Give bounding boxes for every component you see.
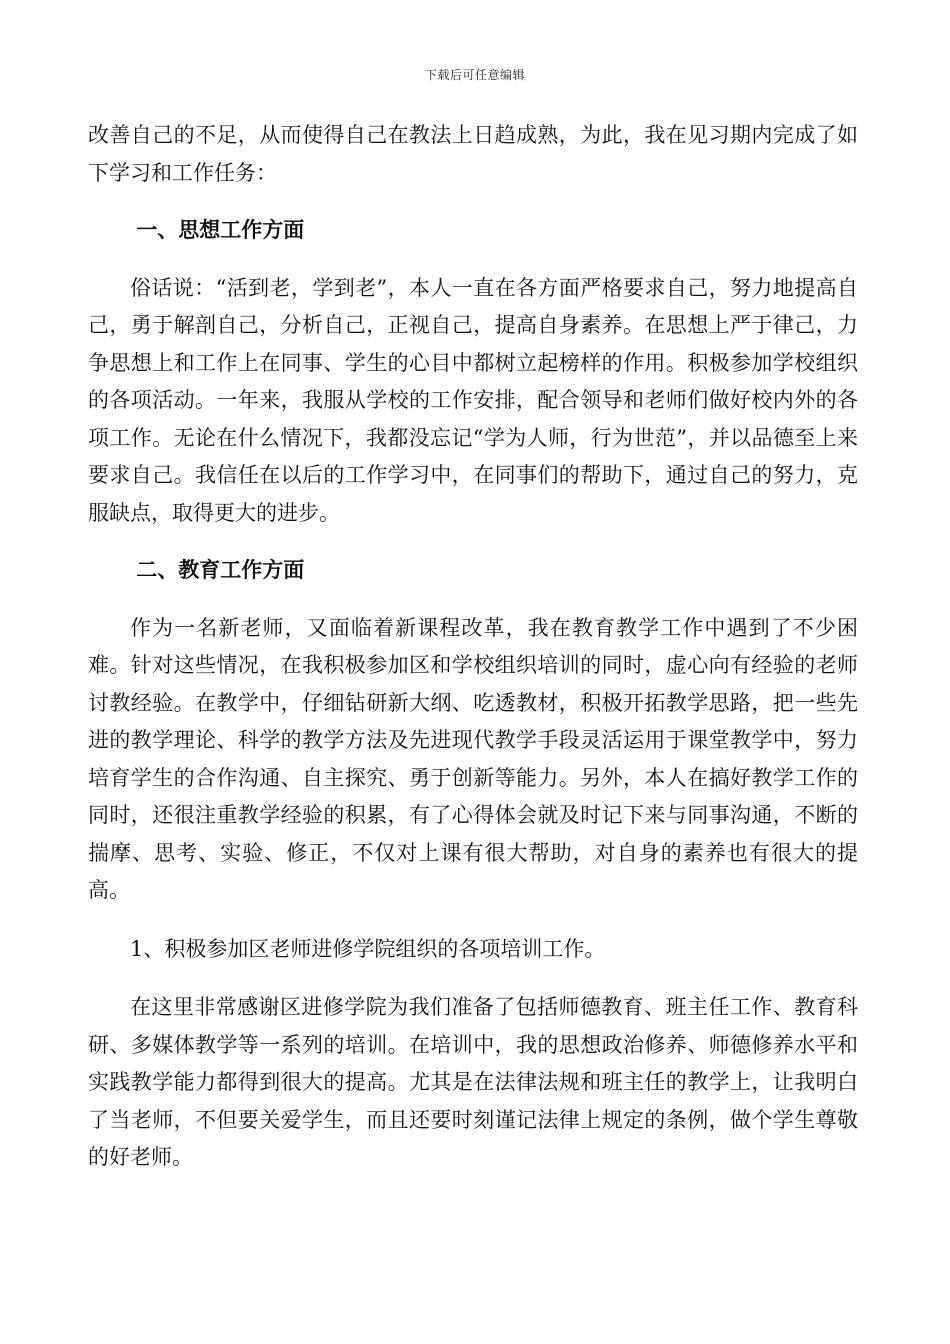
subsection-paragraph-training: 在这里非常感谢区进修学院为我们准备了包括师德教育、班主任工作、教育科研、多媒体教学等一系列的培训。在培训中，我的思想政治修养、师德修养水平和实践教学能力都得到很大的提高。尤其是在法律法规和班主任的教学上，让我明白了当老师，不但要关爱学生，而且还要时刻谨记法律上规定的条例，做个学生尊敬的好老师。: [88, 995, 858, 1169]
section-paragraph-thought: 俗话说：“活到老，学到老”，本人一直在各方面严格要求自己，努力地提高自己，勇于解剖自己，分析自己，正视自己，提高自身素养。在思想上严于律己，力争思想上和工作上在同事、学生的心目中都树立起榜样的作用。积极参加学校组织的各项活动。一年来，我服从学校的工作安排，配合领导和老师们做好校内外的各项工作。无论在什么情况下，我都没忘记“学为人师，行为世范”，并以品德至上来要求自己。我信任在以后的工作学习中，在同事们的帮助下，通过自己的努力，克服缺点，取得更大的进步。: [88, 275, 858, 525]
subsection-title-training: 1、积极参加区老师进修学院组织的各项培训工作。: [130, 936, 606, 961]
section-heading-education: 二、教育工作方面: [136, 558, 305, 582]
section-heading-thought: 一、思想工作方面: [136, 218, 305, 242]
section-paragraph-education: 作为一名新老师，又面临着新课程改革，我在教育教学工作中遇到了不少困难。针对这些情况，在我积极参加区和学校组织培训的同时，虚心向有经验的老师讨教经验。在教学中，仔细钻研新大纲、吃透教材，积极开拓教学思路，把一些先进的教学理论、科学的教学方法及先进现代教学手段灵活运用于课堂教学中，努力培育学生的合作沟通、自主探究、勇于创新等能力。另外，本人在搞好教学工作的同时，还很注重教学经验的积累，有了心得体会就及时记下来与同事沟通，不断的揣摩、思考、实验、修正，不仅对上课有很大帮助，对自身的素养也有很大的提高。: [88, 615, 858, 902]
document-body: [88, 117, 858, 1177]
header-note: 下载后可任意编辑: [424, 68, 525, 82]
intro-paragraph: 改善自己的不足，从而使得自己在教法上日趋成熟，为此，我在见习期内完成了如下学习和工作任务：: [88, 123, 858, 185]
